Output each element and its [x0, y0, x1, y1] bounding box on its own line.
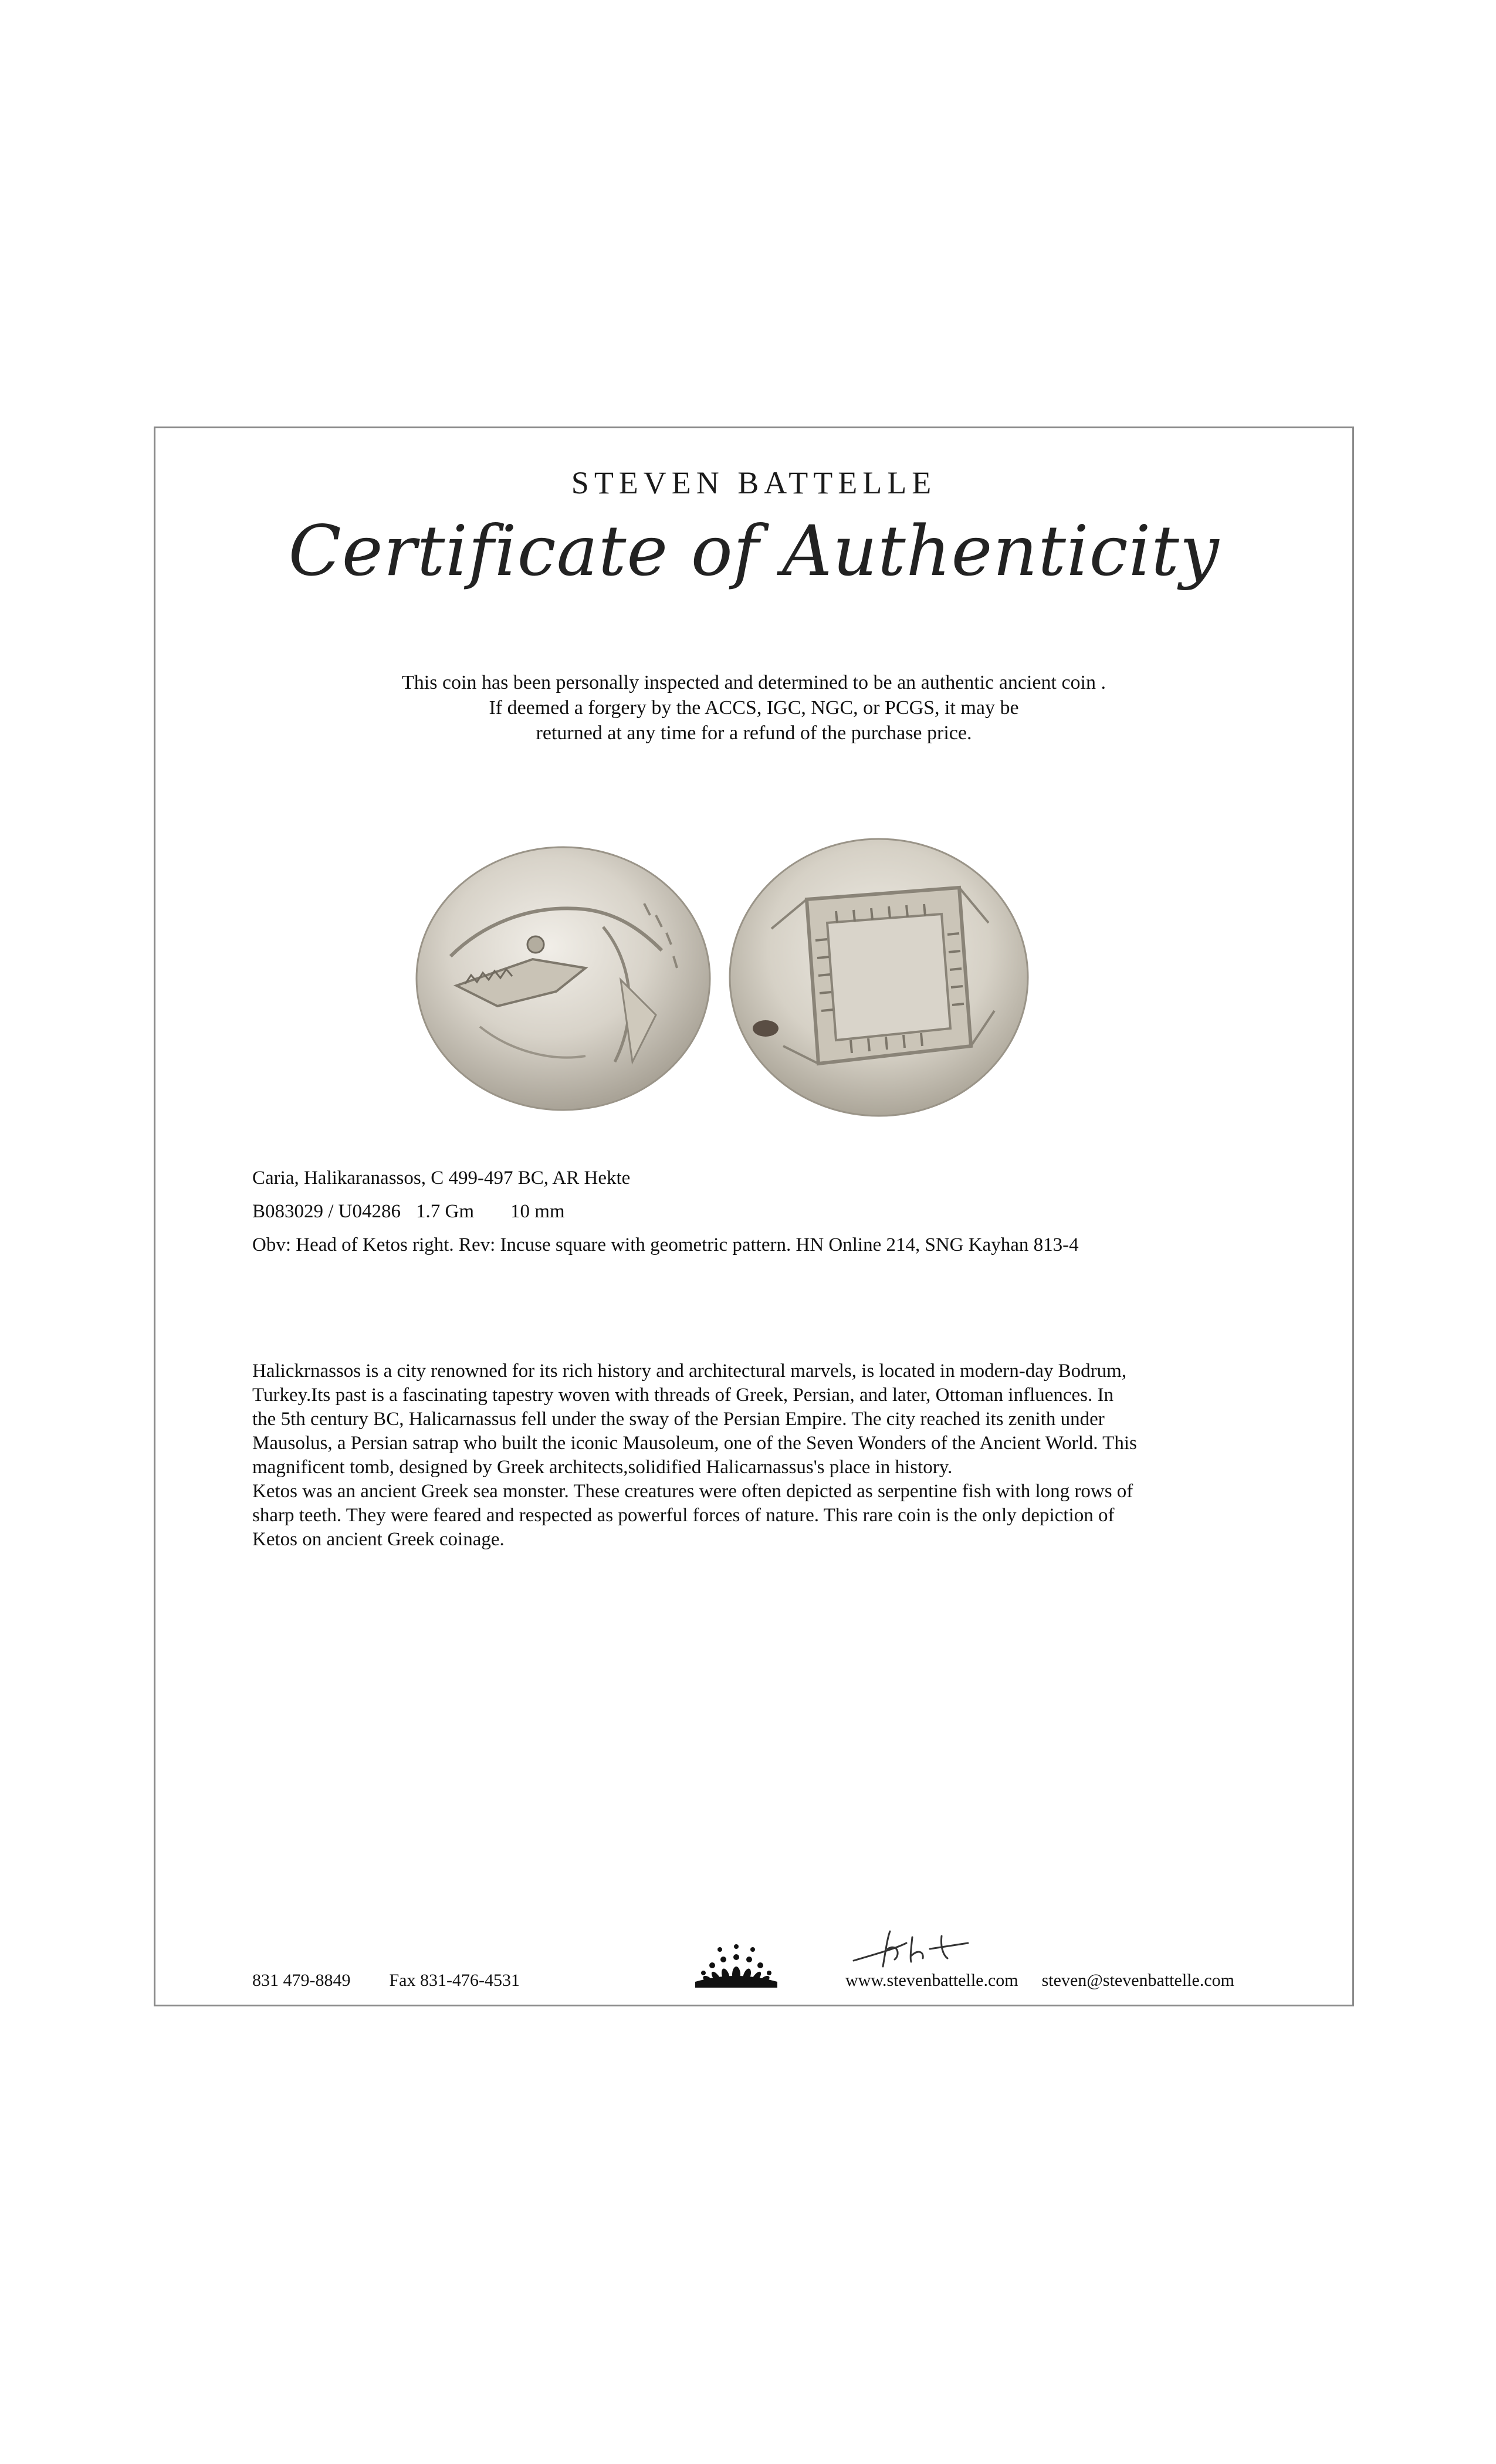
coin-reverse-image	[725, 835, 1033, 1120]
certificate-title: Certificate of Authenticity	[288, 510, 1220, 591]
coin-description: Caria, Halikaranassos, C 499-497 BC, AR Hekte	[252, 1167, 631, 1189]
footer-contact-web	[845, 1971, 1234, 1991]
coin-obverse-reverse: Obv: Head of Ketos right. Rev: Incuse square with geometric pattern. HN Online 214, SNG Kayhan 813-4	[252, 1234, 1079, 1255]
email-link[interactable]: steven@stevenbattelle.com	[1041, 1971, 1234, 1990]
coin-obverse-image	[409, 839, 715, 1115]
guarantee-line: This coin has been personally inspected and determined to be an authentic ancient coin .	[402, 672, 1106, 693]
authenticity-guarantee	[331, 670, 1176, 746]
footer-contact-phone	[252, 1971, 520, 1991]
history-line: sharp teeth. They were feared and respected as powerful forces of nature. This rare coin is the only depiction of	[252, 1505, 1115, 1526]
fax-number: Fax 831-476-4531	[389, 1971, 520, 1990]
sunburst-fan-icon	[689, 1941, 783, 1989]
coin-inventory-number: B083029 / U04286	[252, 1201, 401, 1222]
guarantee-line: returned at any time for a refund of the purchase price.	[536, 722, 972, 744]
history-line: Turkey.Its past is a fascinating tapestry woven with threads of Greek, Persian, and later, Ottoman influences. In	[252, 1385, 1114, 1406]
coin-size: 10 mm	[510, 1201, 565, 1222]
history-paragraph	[252, 1359, 1261, 1552]
history-line: Mausolus, a Persian satrap who built the iconic Mausoleum, one of the Seven Wonders of the Ancient World. This	[252, 1433, 1137, 1454]
handwritten-signature	[842, 1925, 977, 1972]
history-line: Ketos on ancient Greek coinage.	[252, 1529, 505, 1550]
history-line: magnificent tomb, designed by Greek architects,solidified Halicarnassus's place in history.	[252, 1457, 953, 1478]
coin-weight: 1.7 Gm	[416, 1201, 475, 1222]
certificate-frame	[154, 427, 1354, 2006]
history-line: Halickrnassos is a city renowned for its rich history and architectural marvels, is located in modern-day Bodrum,	[252, 1360, 1127, 1382]
phone-number: 831 479-8849	[252, 1971, 351, 1990]
coin-specs	[252, 1195, 1079, 1228]
history-line: Ketos was an ancient Greek sea monster. These creatures were often depicted as serpentine fish with long rows of	[252, 1481, 1133, 1502]
history-line: the 5th century BC, Halicarnassus fell under the sway of the Persian Empire. The city reached its zenith under	[252, 1409, 1105, 1430]
website-link[interactable]: www.stevenbattelle.com	[845, 1971, 1018, 1990]
coin-details	[252, 1162, 1079, 1262]
guarantee-line: If deemed a forgery by the ACCS, IGC, NGC, or PCGS, it may be	[489, 697, 1019, 719]
brand-name: STEVEN BATTELLE	[571, 465, 937, 500]
